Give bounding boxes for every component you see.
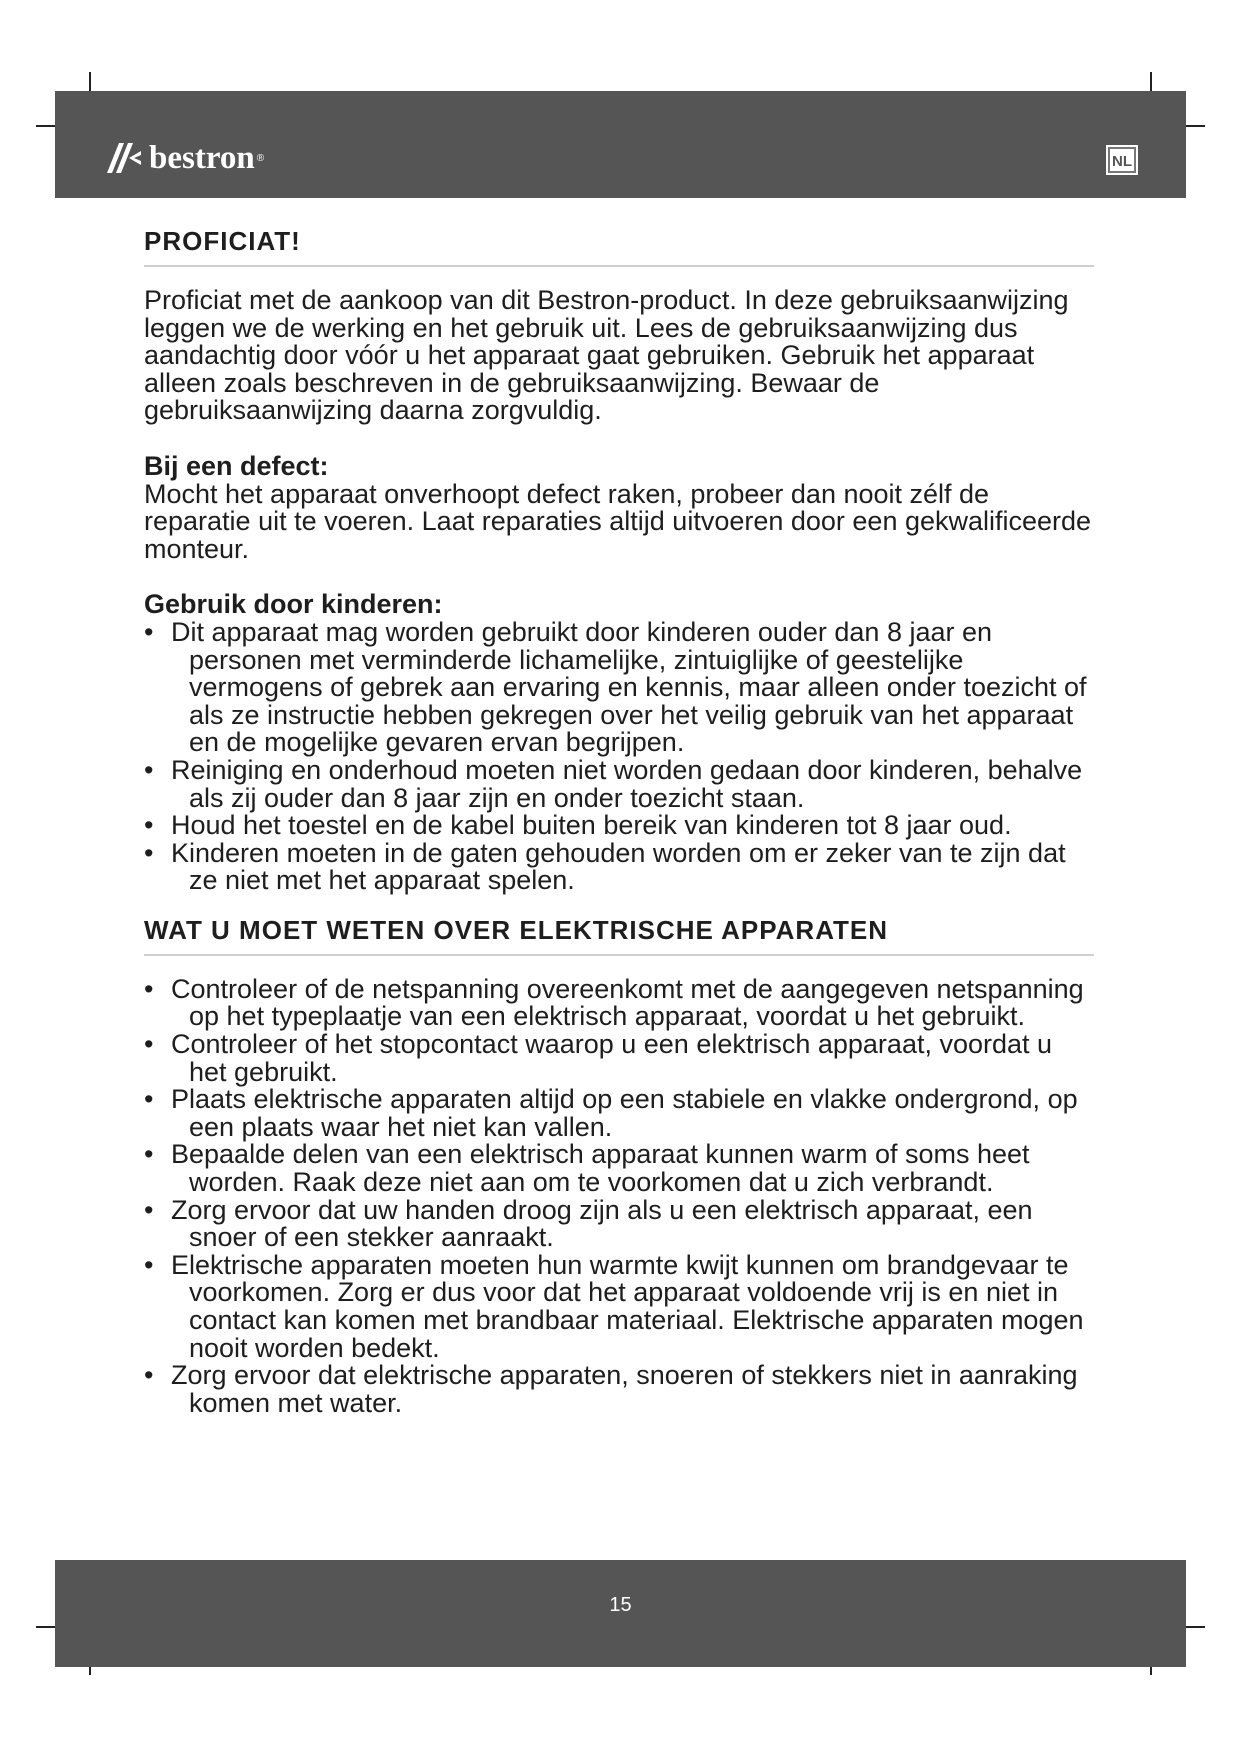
list-item: • Bepaalde delen van een elektrisch apparaat kunnen warm of soms heet worden. Raak deze niet aan om te voorkomen dat u zich verbrandt. <box>144 1139 1030 1198</box>
language-badge: NL <box>1106 145 1138 175</box>
list-item: • Dit apparaat mag worden gebruikt door kinderen ouder dan 8 jaar en personen met verminderde lichamelijke, zintuiglijke of geestelijke vermogens of gebrek aan ervaring en kennis, maar alleen onder toezicht of als ze instructie hebben gekregen over het veilig gebruik van het apparaat en de mogelijke gevaren ervan begrijpen. <box>144 616 1087 758</box>
page-footer <box>55 1560 1186 1667</box>
brand-logo <box>105 141 264 175</box>
section-title-proficiat: PROFICIAT! <box>144 226 1094 267</box>
list-item: • Kinderen moeten in de gaten gehouden worden om er zeker van te zijn dat ze niet met het apparaat spelen. <box>144 837 1066 896</box>
brand-name: bestron <box>149 139 255 176</box>
electrical-bullet-list <box>144 973 1094 1418</box>
children-title: Gebruik door kinderen: <box>144 589 443 620</box>
list-item: • Zorg ervoor dat elektrische apparaten, snoeren of stekkers niet in aanraking komen met water. <box>144 1360 1078 1418</box>
list-item: • Elektrische apparaten moeten hun warmte kwijt kunnen om brandgevaar te voorkomen. Zorg er dus voor dat het apparaat voldoende vrij is en niet in contact kan komen met brandbaar materiaal. Elektrische apparaten mogen nooit worden bedekt. <box>144 1249 1084 1363</box>
registered-mark: ® <box>256 152 265 164</box>
section-title-electrical: WAT U MOET WETEN OVER ELEKTRISCHE APPARATEN <box>144 915 1094 956</box>
brand-chevron-icon <box>105 141 143 175</box>
list-item: • Plaats elektrische apparaten altijd op een stabiele en vlakke ondergrond, op een plaats waar het niet kan vallen. <box>144 1084 1078 1142</box>
list-item: • Zorg ervoor dat uw handen droog zijn als u een elektrisch apparaat, een snoer of een stekker aanraakt. <box>144 1194 1033 1253</box>
children-bullet-list <box>144 616 1094 896</box>
list-item: • Houd het toestel en de kabel buiten bereik van kinderen tot 8 jaar oud. <box>144 810 1012 841</box>
page-content <box>144 226 1094 1417</box>
page-number: 15 <box>609 1594 632 1616</box>
defect-title: Bij een defect: <box>144 450 329 481</box>
list-item: • Controleer of het stopcontact waarop u een elektrisch apparaat, voordat u het gebruikt. <box>144 1029 1053 1087</box>
intro-paragraph: Proficiat met de aankoop van dit Bestron-product. In deze gebruiksaanwijzing leggen we de werking en het gebruik uit. Lees de gebruiksaanwijzing dus aandachtig door vóór u het apparaat gaat gebruiken. Gebruik het apparaat alleen zoals beschreven in de gebruiksaanwijzing. Bewaar de gebruiksaanwijzing daarna zorgvuldig. <box>144 285 1069 426</box>
list-item: • Reiniging en onderhoud moeten niet worden gedaan door kinderen, behalve als zij ouder dan 8 jaar zijn en onder toezicht staan. <box>144 754 1083 813</box>
defect-paragraph: Mocht het apparaat onverhoopt defect raken, probeer dan nooit zélf de reparatie uit te voeren. Laat reparaties altijd uitvoeren door een gekwalificeerde monteur. <box>144 478 1092 564</box>
list-item: • Controleer of de netspanning overeenkomt met de aangegeven netspanning op het typeplaatje van een elektrisch apparaat, voordat u het gebruikt. <box>144 973 1084 1032</box>
page-header <box>55 91 1186 198</box>
